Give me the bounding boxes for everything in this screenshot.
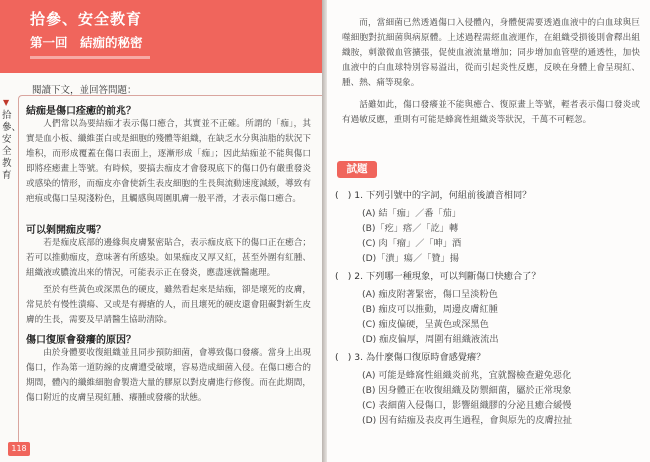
left-page [0, 0, 322, 462]
section-heading-4: 傷口復原會發癢的原因？ [26, 335, 136, 346]
question-3-option-c: (C) 表細菌入侵傷口，影響組織膠的分泌且癒合緩慢 [362, 400, 572, 411]
question-3: ( ) 3. 為什麼傷口復原時會感覺癢？ [335, 352, 486, 363]
page-number: 118 [8, 442, 30, 456]
section-text-1: 人們常以為要結痂才表示傷口癒合，其實並不正確。所謂的「痂」，其實是血小板、纖維蛋白或是細胞的殘體等組織，在缺乏水分與油脂的狀況下堆积，而形成覆蓋在傷口表面上，逐漸形成「痂」；因此結痂並不能與傷口即將痊癒畫上等號。有時候，要搞去痂皮才會發現底下的傷口仍有嚴重發炎或感染的情形，而痂皮亦會使新生表皮細胞的生長與流動速度減緩，導致有疤痕或傷口呈現淺粉色，且觸感與周圍肌膚一般平滑，才表示傷口癒合。 [26, 119, 311, 204]
section-title: 第一回 結痂的秘密 [30, 35, 143, 50]
continued-paragraph-1: 而，當細菌已然透過傷口入侵體內，身體便需要透過血液中的白血球與巨噬細胞對抗細菌與病原體。上述過程需經血液運作，在組織受損後則會釋出組織胺，刺激微血管擴張，促使血液流量增加；同步增加血管壁的通透性，加快血液中的白血球特別容易溢出，從而引起炎性反應，反映在身體上會呈現紅、腫、熱、痛等現象。 [342, 18, 640, 88]
header-divider [30, 56, 150, 59]
section-text-2: 若是痂皮底部的邊緣與皮膚緊密貼合，表示痂皮底下的傷口正在癒合；若可以推動痂皮，意味著有所感染。如果痂皮又厚又紅，甚至外圍有紅腫、組織液或膿流出來的情況，可能表示正在發炎，應盡速就醫處理。 [26, 238, 311, 278]
continued-paragraph-2: 話雖如此，傷口發癢並不能與癒合、復原畫上等號，輕者表示傷口發炎或有過敏反應，重則有可能是蜂窩性組織炎等狀況，千萬不可輕忽。 [342, 100, 640, 125]
section-heading-2: 可以剝開痂皮嗎？ [26, 225, 106, 236]
question-1-option-a: (A) 結「痂」／番「茄」 [362, 208, 462, 219]
question-2-option-c: (C) 痂皮偏硬，呈黃色或深黑色 [362, 319, 489, 330]
section-heading-1: 結痂是傷口痊癒的前兆？ [26, 106, 136, 117]
question-1-option-c: (C) 肉「瘤」／「呻」酒 [362, 238, 462, 249]
question-1-option-d: (D)「潰」瘍／「贊」揚 [362, 253, 459, 264]
triangle-marker-icon: ▼ [3, 98, 10, 107]
question-1-option-b: (B)「疙」瘩／「訖」轉 [362, 223, 459, 234]
section-text-4: 由於身體要收復組織並且同步預防細菌，會導致傷口發癢。當身上出現傷口，作為第一道防線的皮膚遭受破壞，容易造成細菌入侵。在傷口癒合的期間，體內的纖維細胞會製造大量的膠原以對皮膚進行修復。而在此期間，傷口附近的皮膚呈現紅腫、癢腫或發癢的狀態。 [26, 348, 311, 403]
chapter-header [0, 0, 322, 73]
chapter-title: 拾參、安全教育 [30, 10, 143, 28]
question-2: ( ) 2. 下列哪一種現象，可以判斷傷口快癒合了？ [335, 271, 541, 282]
question-3-option-b: (B) 因身體正在收復組織及防禦細菌，屬於正常現象 [362, 385, 572, 396]
question-2-option-d: (D) 痂皮偏厚，周圍有組織液流出 [362, 334, 499, 345]
question-2-option-a: (A) 痂皮附著緊密，傷口呈淡粉色 [362, 289, 498, 300]
section-text-3: 至於有些黃色或深黑色的硬皮，雖然看起來是結痂，卻是壞死的皮膚，常見於有慢性潰瘍、又或是有褥瘡的人，而且壞死的硬皮還會阻礙對新生皮膚的生長，需要及早請醫生協助清除。 [26, 285, 311, 325]
question-3-option-d: (D) 因有結痂及表皮再生過程，會與原先的皮膚拉扯 [362, 415, 573, 426]
question-2-option-b: (B) 痂皮可以推動，周邊皮膚紅腫 [362, 304, 498, 315]
question-3-option-a: (A) 可能是蜂窩性組織炎前兆，宜就醫檢查避免惡化 [362, 370, 572, 381]
reading-instruction: 閱讀下文，並回答問題： [32, 85, 137, 96]
question-1: ( ) 1. 下列引號中的字詞，何組前後讀音相同？ [335, 190, 532, 201]
right-page [327, 0, 650, 462]
quiz-label: 試題 [337, 161, 377, 178]
side-tab-label: 拾參、安全教育 [2, 110, 22, 181]
